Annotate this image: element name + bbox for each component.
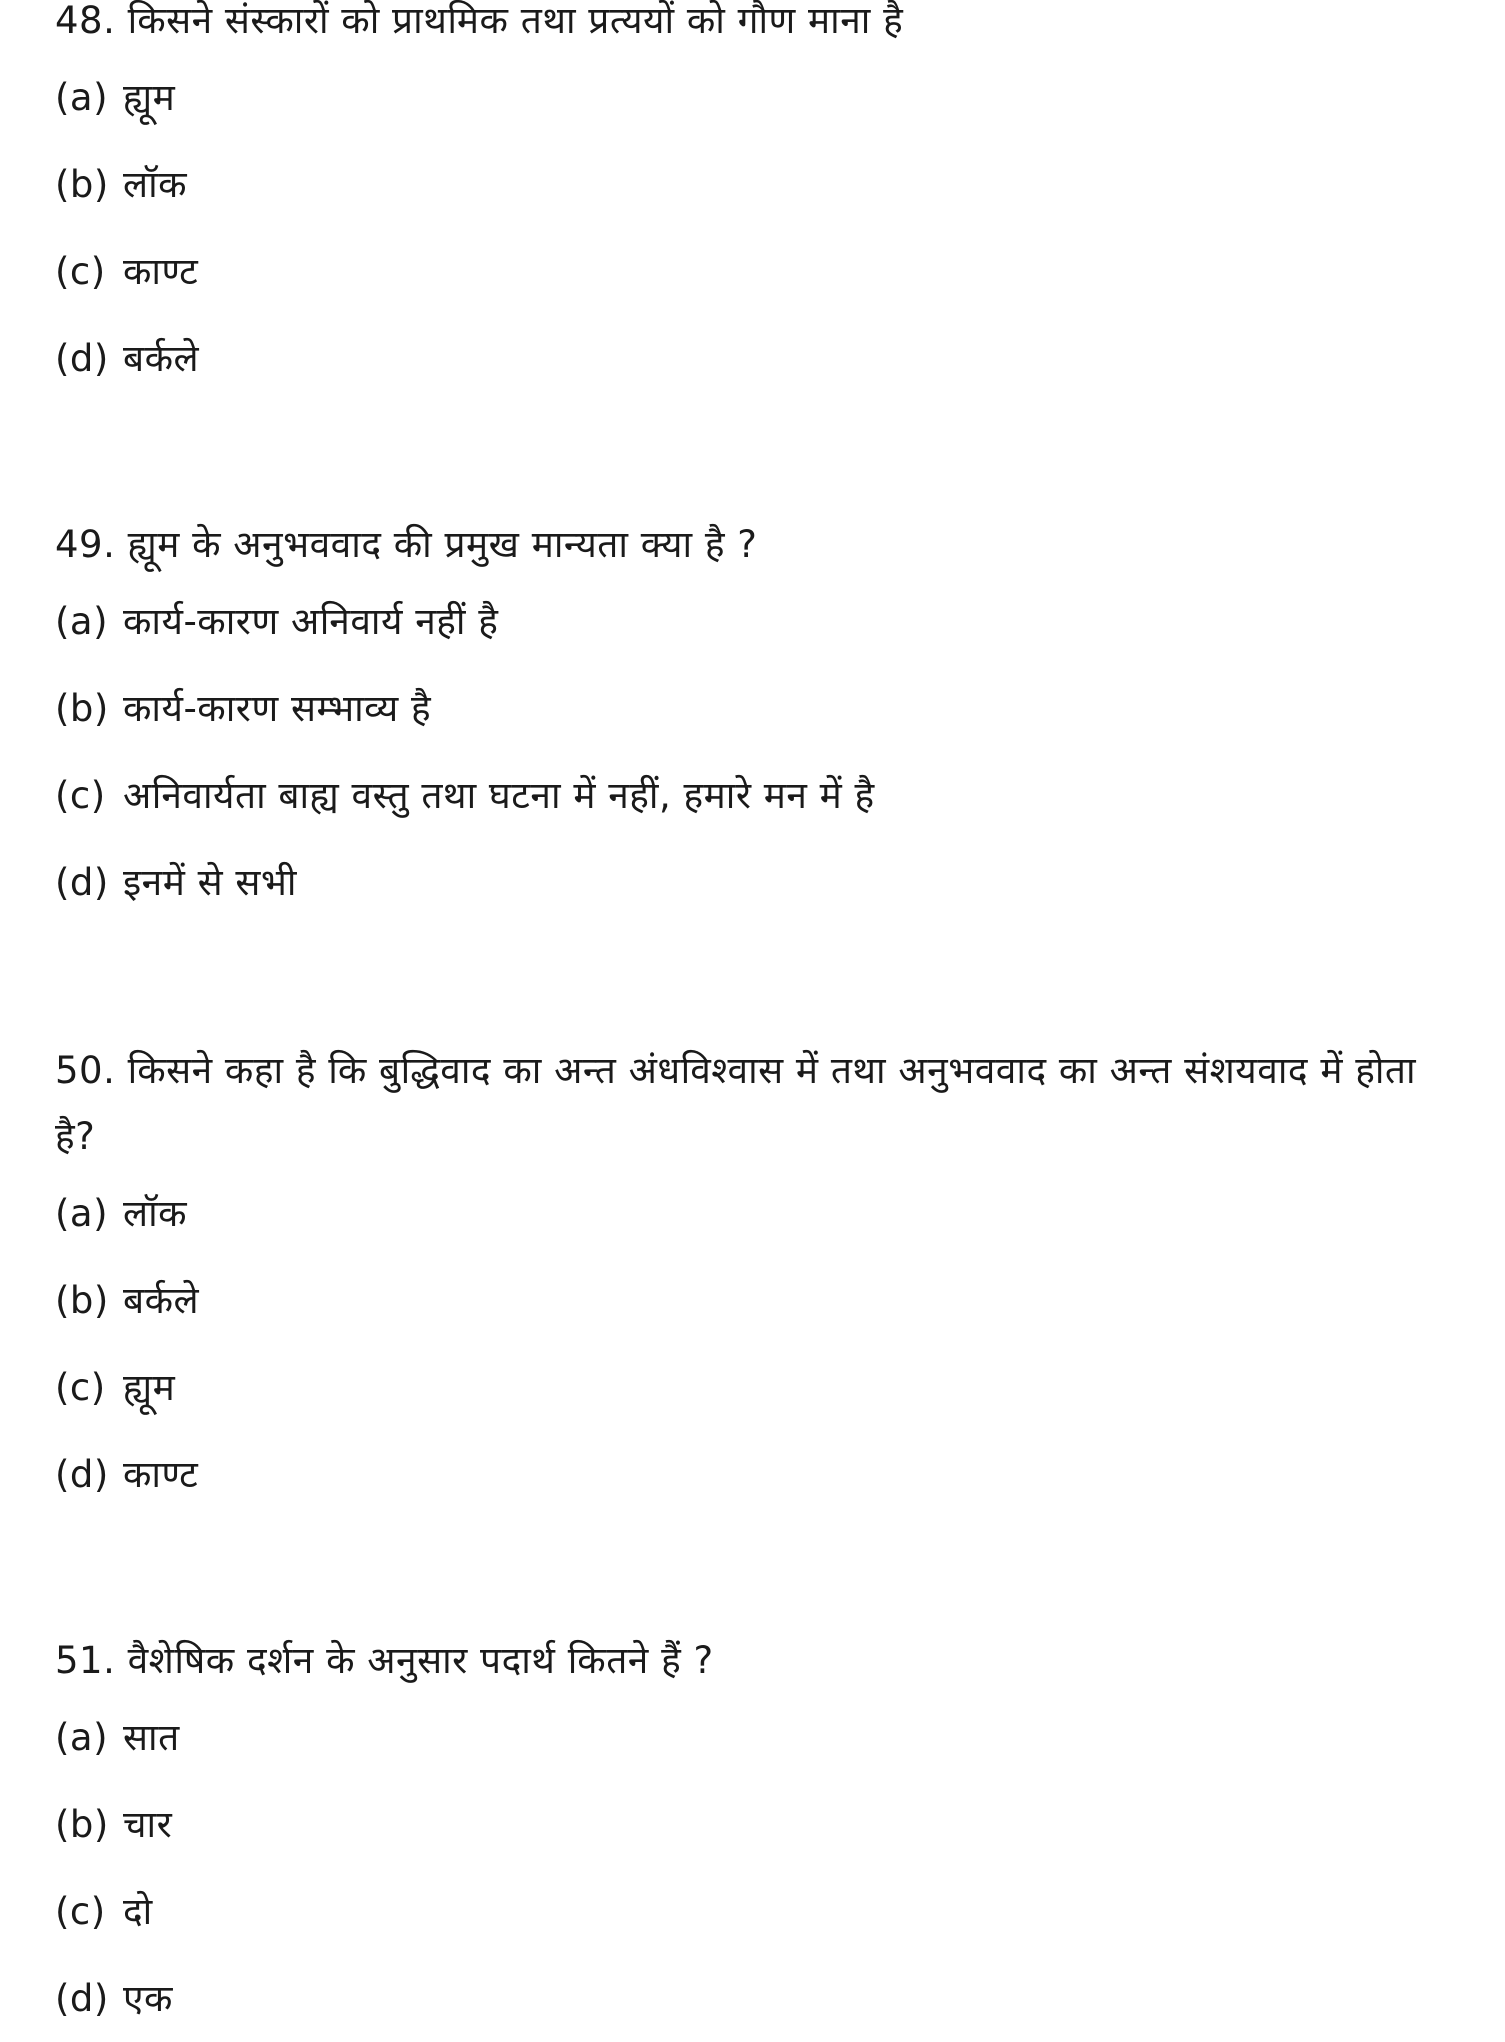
- option-label: (a): [55, 600, 109, 643]
- option-text: एक: [123, 1977, 173, 2020]
- option-label: (d): [55, 337, 109, 380]
- option-label: (a): [55, 76, 109, 119]
- option-d: [55, 315, 1455, 402]
- option-text: सात: [123, 1716, 180, 1759]
- option-d: [55, 839, 1455, 926]
- option-a: [55, 1694, 1455, 1781]
- option-d: [55, 1955, 1455, 2042]
- option-d: [55, 1431, 1455, 1518]
- option-b: [55, 665, 1455, 752]
- question-number: 49.: [55, 523, 116, 566]
- option-text: कार्य-कारण सम्भाव्य है: [123, 687, 432, 730]
- question-48: [55, 0, 1455, 402]
- question-number: 51.: [55, 1639, 116, 1682]
- option-label: (d): [55, 861, 109, 904]
- option-b: [55, 141, 1455, 228]
- option-c: [55, 1344, 1455, 1431]
- question-stem: [55, 0, 1455, 54]
- option-label: (a): [55, 1192, 109, 1235]
- option-text: इनमें से सभी: [123, 861, 297, 904]
- option-text: लॉक: [123, 163, 188, 206]
- option-label: (b): [55, 163, 109, 206]
- option-text: चार: [123, 1803, 173, 1846]
- question-stem: [55, 1038, 1455, 1170]
- option-label: (d): [55, 1453, 109, 1496]
- question-text: किसने संस्कारों को प्राथमिक तथा प्रत्ययों को गौण माना है: [127, 0, 904, 42]
- question-number: 50.: [55, 1049, 116, 1092]
- option-text: बर्कले: [123, 337, 200, 380]
- question-49: [55, 512, 1455, 926]
- option-text: दो: [123, 1890, 153, 1933]
- option-c: [55, 752, 1455, 839]
- option-label: (b): [55, 1279, 109, 1322]
- question-number: 48.: [55, 0, 116, 42]
- option-text: अनिवार्यता बाह्य वस्तु तथा घटना में नहीं, हमारे मन में है: [123, 774, 875, 817]
- option-c: [55, 228, 1455, 315]
- option-text: काण्ट: [123, 250, 199, 293]
- option-a: [55, 578, 1455, 665]
- option-label: (a): [55, 1716, 109, 1759]
- option-label: (c): [55, 1890, 106, 1933]
- question-stem: [55, 1628, 1455, 1694]
- question-50: [55, 1038, 1455, 1518]
- option-c: [55, 1868, 1455, 1955]
- option-a: [55, 1170, 1455, 1257]
- option-text: ह्यूम: [123, 76, 176, 119]
- option-text: कार्य-कारण अनिवार्य नहीं है: [123, 600, 499, 643]
- option-label: (d): [55, 1977, 109, 2020]
- option-label: (c): [55, 1366, 106, 1409]
- option-label: (c): [55, 774, 106, 817]
- question-51: [55, 1628, 1455, 2042]
- question-text: ह्यूम के अनुभववाद की प्रमुख मान्यता क्या है ?: [127, 523, 758, 566]
- option-a: [55, 54, 1455, 141]
- question-text: वैशेषिक दर्शन के अनुसार पदार्थ कितने हैं ?: [127, 1639, 714, 1682]
- option-text: बर्कले: [123, 1279, 200, 1322]
- question-stem: [55, 512, 1455, 578]
- option-b: [55, 1781, 1455, 1868]
- option-label: (b): [55, 687, 109, 730]
- option-text: ह्यूम: [123, 1366, 176, 1409]
- option-label: (c): [55, 250, 106, 293]
- option-label: (b): [55, 1803, 109, 1846]
- option-b: [55, 1257, 1455, 1344]
- question-text: किसने कहा है कि बुद्धिवाद का अन्त अंधविश्वास में तथा अनुभववाद का अन्त संशयवाद में होता है?: [55, 1049, 1417, 1158]
- option-text: लॉक: [123, 1192, 188, 1235]
- option-text: काण्ट: [123, 1453, 199, 1496]
